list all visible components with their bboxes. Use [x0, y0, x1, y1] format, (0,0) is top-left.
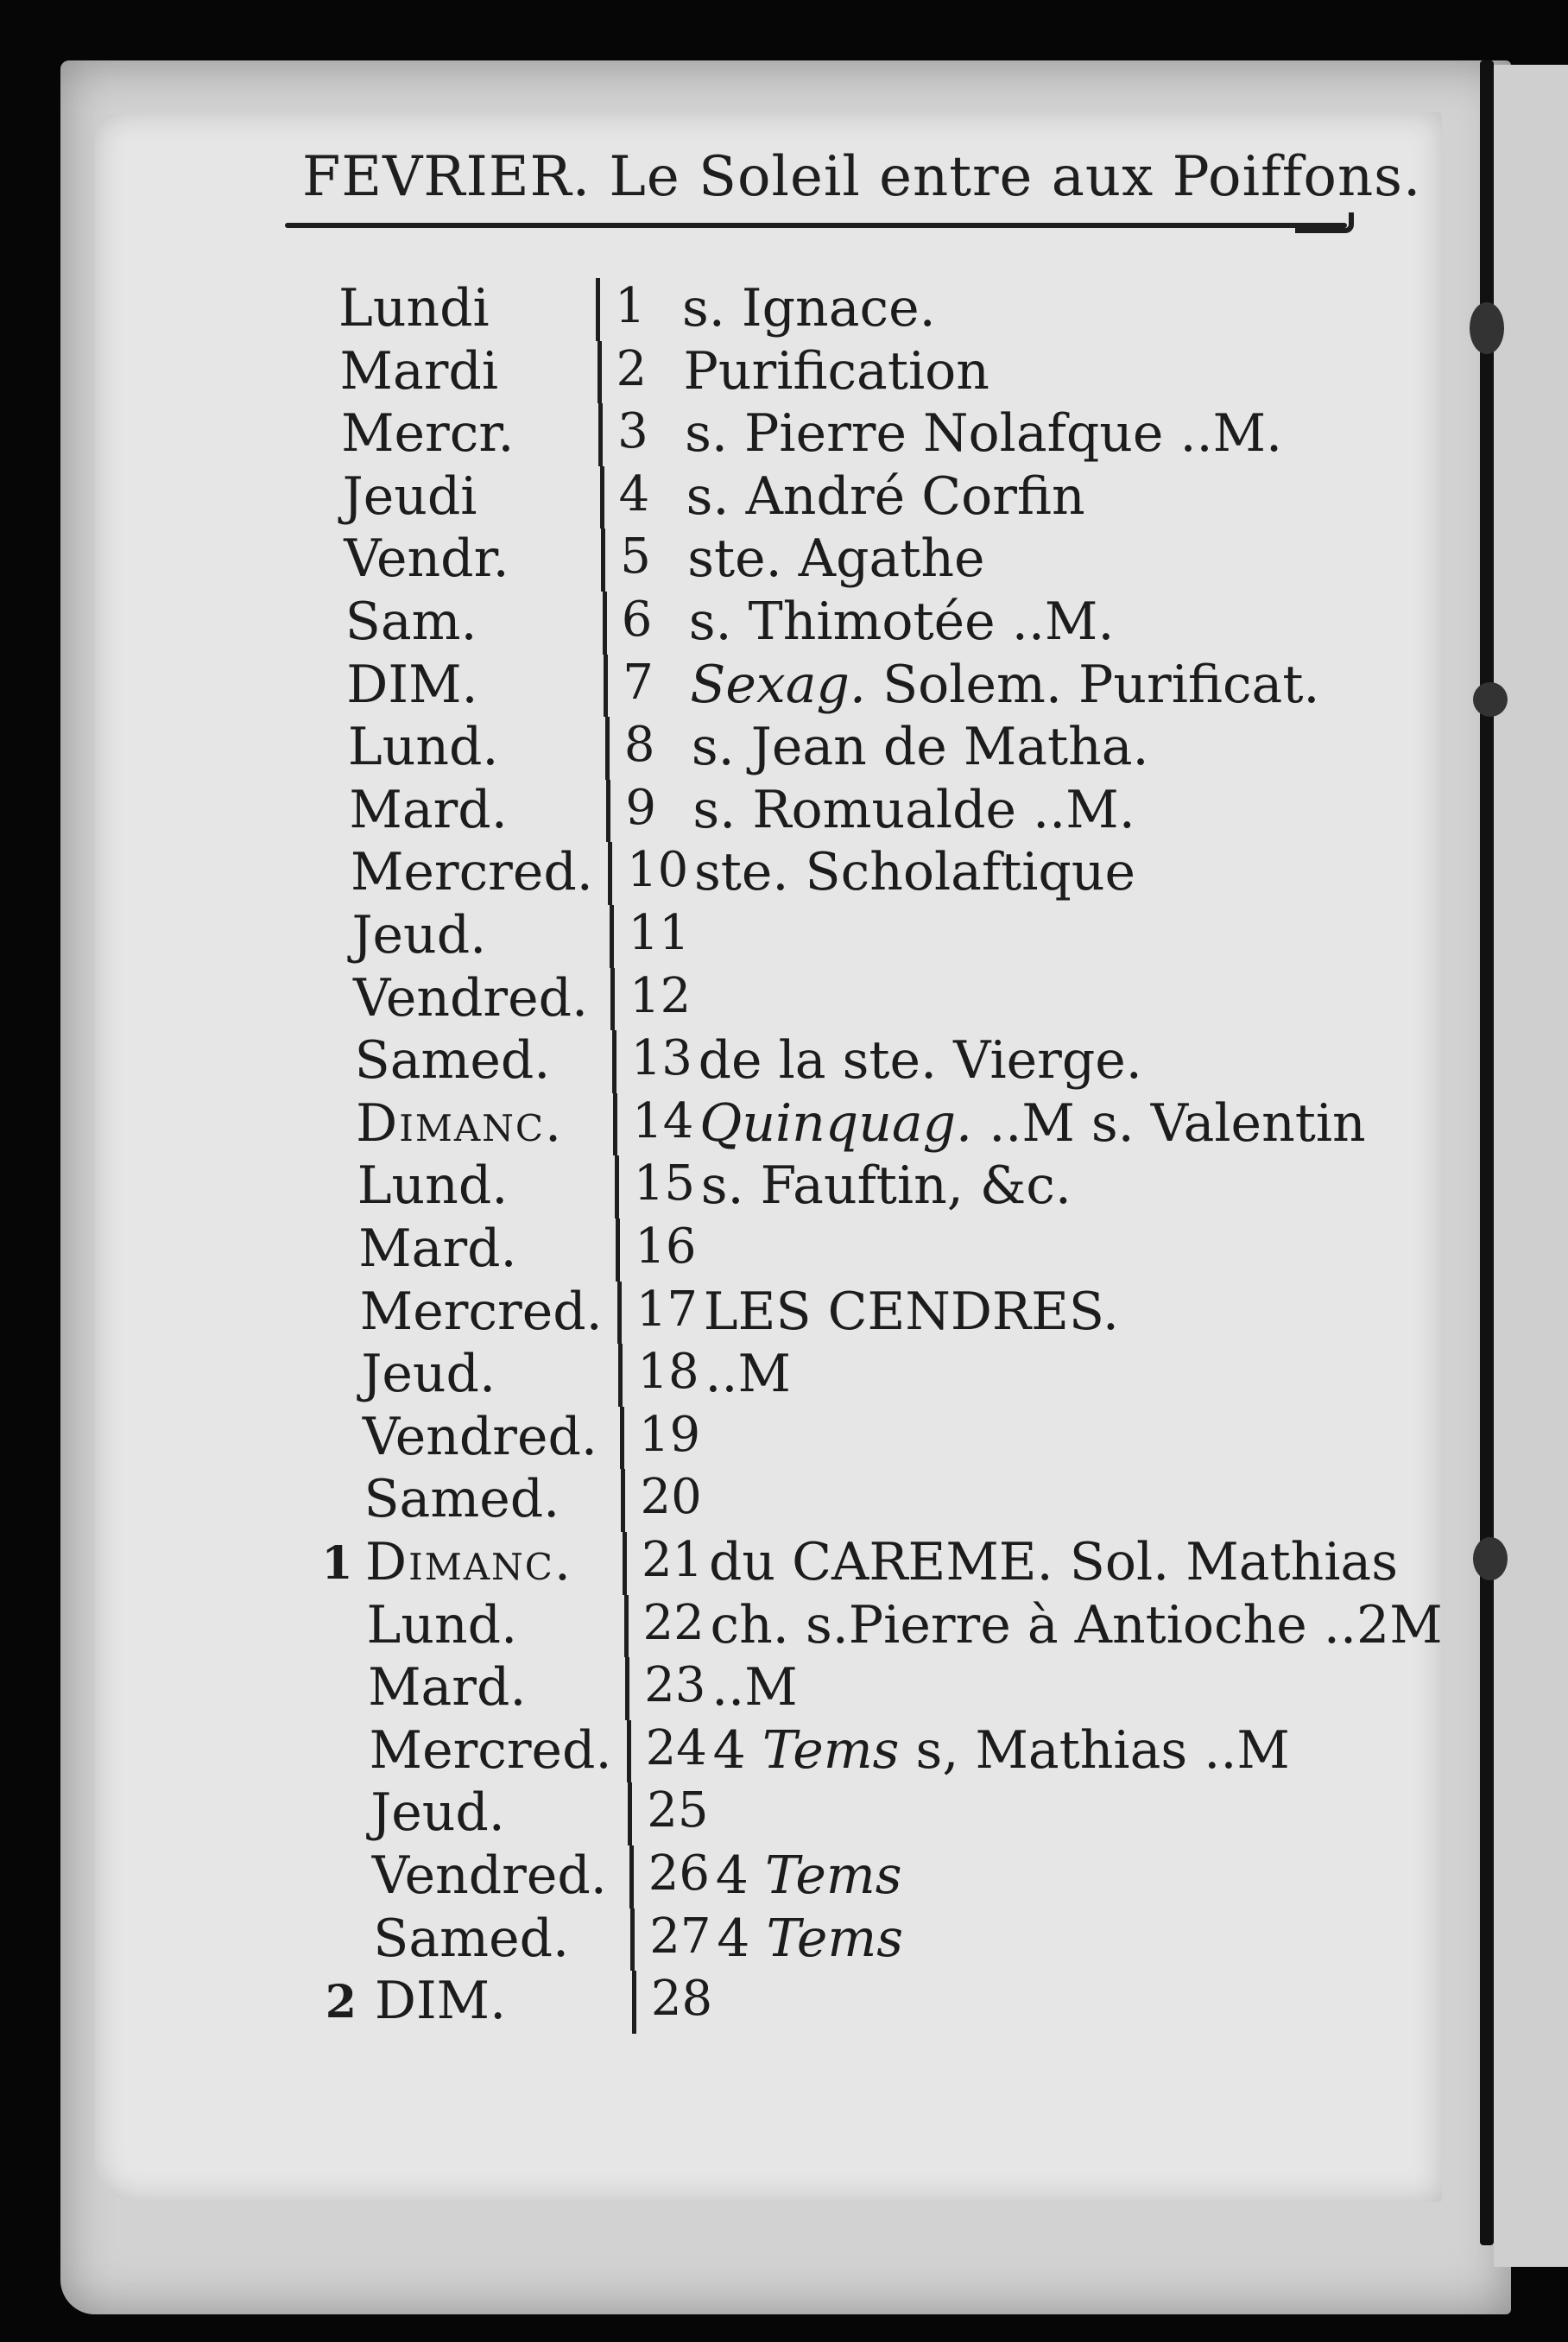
feast-entry-text: s. Jean de Matha.	[691, 717, 1149, 778]
day-number: 5	[620, 529, 651, 586]
calendar-row	[0, 1093, 1451, 1152]
day-number: 15	[633, 1155, 695, 1212]
calendar-row	[0, 592, 1451, 650]
binding-knot	[1473, 682, 1508, 717]
feast-entry-text: du CAREME. Sol. Mathias	[709, 1532, 1398, 1592]
calendar-row	[0, 1595, 1451, 1654]
feast-entry-text: s, Mathias ..M	[915, 1719, 1290, 1781]
day-number: 16	[635, 1218, 697, 1275]
feast-entry-text: LES CENDRES.	[703, 1281, 1119, 1342]
weekday-label: Samed.	[373, 1908, 570, 1969]
weekday-label: Vendred.	[362, 1406, 597, 1467]
day-number: 6	[621, 592, 653, 648]
weekday-label: Mard.	[358, 1218, 517, 1279]
feast-entry	[692, 717, 1149, 777]
ember-day-count: 4	[717, 1908, 767, 1969]
calendar-row	[0, 1720, 1451, 1779]
feast-entry-italic: Quinquag.	[699, 1092, 973, 1154]
header-rule-flourish	[1295, 212, 1354, 233]
calendar-row	[0, 466, 1451, 525]
feast-entry	[716, 1845, 902, 1906]
weekday-label: Lund.	[357, 1155, 509, 1217]
feast-entry	[682, 278, 936, 339]
calendar-row	[0, 1407, 1451, 1465]
feast-entry-text: s. Pierre Nolafque ..M.	[685, 403, 1283, 465]
day-number: 27	[649, 1908, 711, 1965]
weekday-label: DIM.	[346, 654, 478, 715]
day-number: 8	[623, 717, 655, 774]
week-mark: 2	[325, 1976, 357, 2029]
feast-entry-text: s. Ignace.	[682, 278, 936, 339]
feast-entry	[694, 842, 1135, 902]
calendar-row	[0, 842, 1451, 901]
feast-entry	[711, 1657, 798, 1718]
day-number: 23	[644, 1657, 706, 1714]
feast-entry	[685, 403, 1282, 464]
calendar-row	[0, 1155, 1451, 1217]
weekday-label: Sam.	[345, 592, 477, 652]
day-number: 21	[642, 1532, 704, 1588]
book-spine	[1480, 60, 1494, 2245]
weekday-label: Jeud.	[351, 905, 487, 965]
page-title: FEVRIER. Le Soleil entre aux Poiffons.	[302, 145, 1422, 209]
weekday-label: Jeudi	[342, 465, 477, 527]
week-mark: 1	[321, 1537, 353, 1590]
calendar-row	[0, 1908, 1451, 1967]
day-number: 20	[640, 1469, 702, 1526]
facing-page-edge	[1494, 65, 1568, 2267]
weekday-label: Mardi	[339, 340, 499, 402]
day-number: 11	[628, 905, 690, 961]
calendar-row	[0, 655, 1451, 713]
calendar-row	[0, 529, 1451, 590]
weekday-label: DIM.	[374, 1971, 507, 2032]
weekday-label: Samed.	[354, 1030, 551, 1092]
calendar-row	[0, 1030, 1451, 1092]
day-number: 13	[630, 1030, 692, 1087]
feast-entry	[711, 1595, 1443, 1655]
feast-entry-text: Purification	[683, 340, 989, 402]
feast-entry	[692, 780, 1135, 840]
feast-entry-italic: Sexag.	[690, 654, 866, 715]
weekday-label: Mard.	[349, 779, 508, 840]
feast-entry-text: ..M	[705, 1344, 791, 1405]
calendar-row	[0, 1657, 1451, 1719]
day-number: 1	[615, 278, 646, 334]
calendar-row	[0, 1469, 1451, 1528]
feast-entry	[699, 1030, 1142, 1091]
feast-entry-text: s. Fauftin, &c.	[700, 1155, 1072, 1217]
calendar-row	[0, 341, 1451, 400]
weekday-label: Lundi	[338, 278, 490, 339]
feast-entry-text: ..M	[711, 1657, 798, 1719]
feast-entry	[717, 1908, 903, 1969]
day-number: 17	[635, 1281, 699, 1338]
calendar-row	[0, 1971, 1451, 2032]
feast-entry-italic: Tems	[766, 1908, 904, 1969]
feast-entry-italic: Tems	[762, 1719, 900, 1781]
day-number: 14	[632, 1092, 694, 1149]
weekday-label: Samed.	[364, 1469, 560, 1530]
day-number: 12	[629, 967, 692, 1024]
day-number: 2	[616, 340, 648, 397]
weekday-label: Dimanc.	[356, 1092, 564, 1154]
feast-entry	[713, 1720, 1290, 1781]
weekday-label: Vendred.	[353, 967, 589, 1029]
feast-entry-text: de la ste. Vierge.	[698, 1030, 1142, 1092]
ember-day-count: 4	[715, 1845, 765, 1906]
feast-entry-text: ste. Scholaftique	[693, 842, 1135, 903]
weekday-label: Mercred.	[350, 842, 593, 903]
feast-entry	[701, 1155, 1072, 1216]
weekday-label: Lund.	[366, 1594, 518, 1655]
calendar-row	[0, 1282, 1451, 1340]
feast-entry	[686, 466, 1085, 527]
feast-entry-text: ch. s.Pierre à Antioche ..2M	[710, 1594, 1443, 1655]
weekday-label: Jeud.	[361, 1344, 496, 1405]
day-number: 9	[625, 779, 657, 836]
calendar-row	[0, 905, 1451, 964]
feast-entry	[699, 1093, 1366, 1154]
feast-entry-italic: Tems	[765, 1845, 902, 1906]
weekday-label: Dimanc.	[365, 1532, 572, 1592]
binding-knot	[1473, 1537, 1508, 1580]
feast-entry-text: ste. Agathe	[687, 529, 985, 590]
feast-entry	[709, 1532, 1398, 1592]
weekday-label: Vendr.	[344, 529, 509, 590]
calendar-row	[0, 717, 1451, 778]
feast-entry	[705, 1344, 791, 1404]
feast-entry-text: ..M s. Valentin	[989, 1092, 1366, 1154]
feast-entry-text: s. Thimotée ..M.	[688, 592, 1115, 652]
day-number: 10	[626, 842, 689, 899]
header-rule	[285, 223, 1347, 228]
weekday-label: Mercr.	[341, 403, 515, 465]
day-number: 3	[617, 403, 648, 460]
feast-entry-text: Solem. Purificat.	[882, 654, 1320, 715]
weekday-label: Mard.	[368, 1657, 527, 1719]
feast-entry-text: s. Romualde ..M.	[692, 779, 1135, 840]
weekday-label: Mercred.	[369, 1719, 612, 1781]
day-number: 28	[650, 1971, 713, 2028]
day-number: 24	[645, 1719, 707, 1776]
calendar-row	[0, 1845, 1451, 1904]
day-number: 7	[623, 654, 654, 711]
day-number: 25	[647, 1782, 709, 1839]
calendar-row	[0, 1218, 1451, 1277]
day-number: 26	[648, 1845, 711, 1902]
ember-day-count: 4	[712, 1719, 762, 1781]
calendar-row	[0, 1344, 1451, 1405]
weekday-label: Mercred.	[359, 1281, 603, 1342]
feast-entry	[687, 529, 984, 589]
feast-entry	[690, 655, 1319, 715]
calendar-row	[0, 968, 1451, 1027]
calendar-row	[0, 1532, 1451, 1591]
calendar-row	[0, 278, 1451, 337]
weekday-label: Lund.	[347, 717, 499, 778]
day-number: 18	[637, 1344, 699, 1401]
binding-knot	[1470, 302, 1504, 354]
feast-entry	[704, 1282, 1119, 1342]
calendar-row	[0, 1782, 1451, 1844]
weekday-label: Jeud.	[370, 1782, 505, 1844]
calendar-row	[0, 403, 1451, 465]
day-number: 19	[638, 1406, 701, 1463]
feast-entry	[689, 592, 1115, 652]
calendar-row	[0, 780, 1451, 839]
feast-entry-text: s. André Corfin	[686, 465, 1085, 527]
weekday-label: Vendred.	[371, 1845, 607, 1906]
day-number: 4	[618, 465, 650, 522]
feast-entry	[684, 341, 989, 402]
day-number: 22	[642, 1594, 705, 1651]
